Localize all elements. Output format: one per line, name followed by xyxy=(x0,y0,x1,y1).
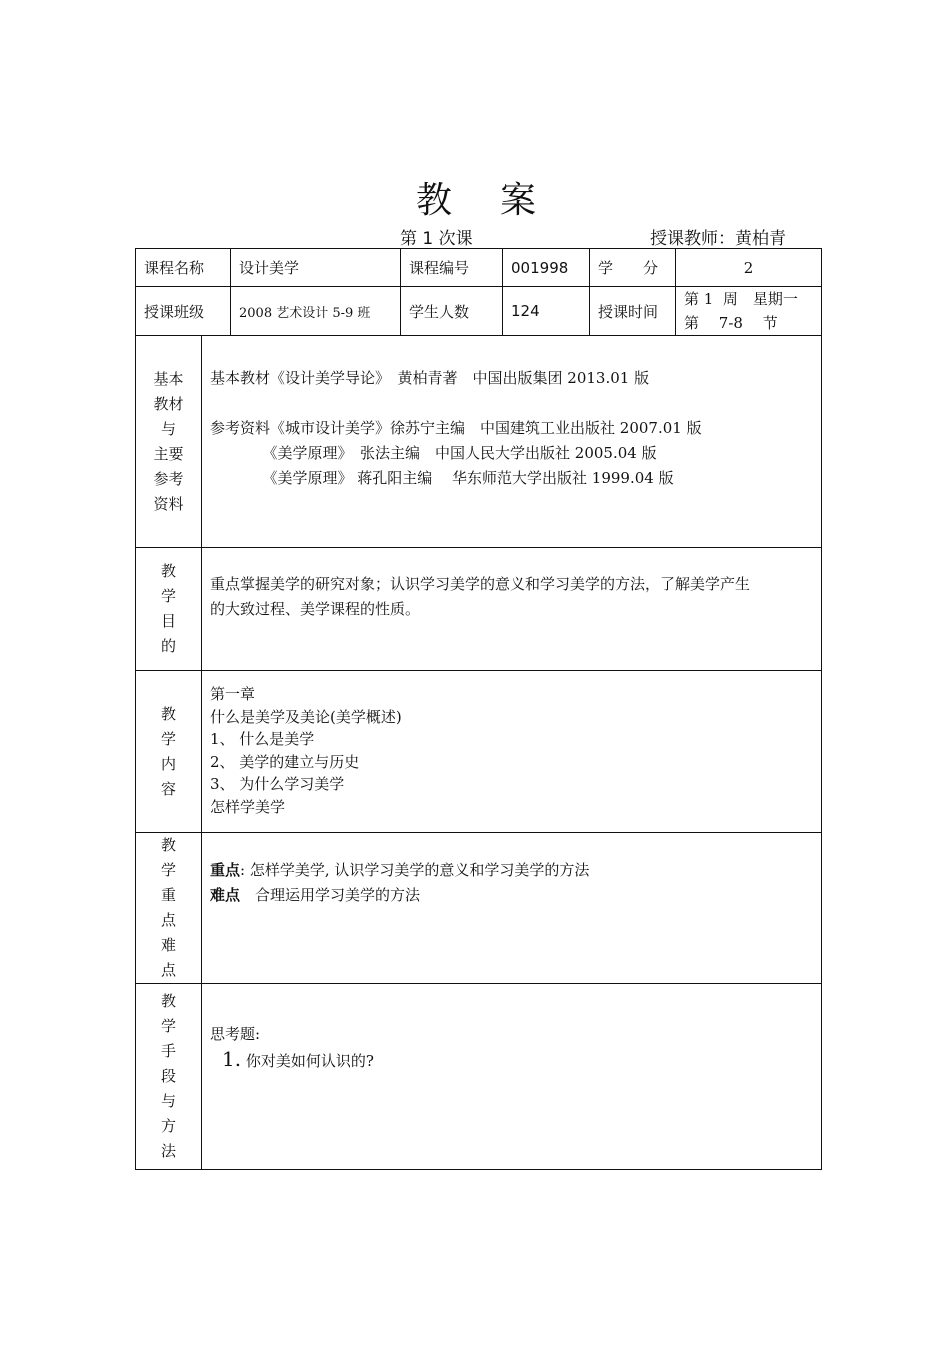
course-name-value: 设计美学 xyxy=(231,249,401,287)
label-char: 手 xyxy=(160,1042,176,1060)
label-char: 点 xyxy=(160,961,176,979)
teacher-info xyxy=(650,224,786,249)
session-number: 第 1 次课 xyxy=(400,229,473,249)
content-line: 第一章 xyxy=(210,685,256,703)
label-char: 内 xyxy=(160,754,176,773)
key-points-row xyxy=(136,833,822,984)
material-line: 《美学原理》 张法主编 中国人民大学出版社 2005.04 版 xyxy=(210,444,657,462)
methods-row xyxy=(136,984,822,1170)
materials-row xyxy=(136,336,822,548)
teacher-label: 授课教师： xyxy=(650,229,735,249)
time-value xyxy=(676,287,822,336)
label-char: 点 xyxy=(160,911,176,929)
difficulty-line xyxy=(210,883,813,908)
methods-label xyxy=(136,984,202,1170)
label-char: 学 xyxy=(160,861,176,879)
label-char: 段 xyxy=(160,1067,176,1085)
course-code-label: 课程编号 xyxy=(401,249,503,287)
class-row xyxy=(136,287,822,336)
purpose-line: 的大致过程、美学课程的性质。 xyxy=(210,600,421,618)
time-label: 授课时间 xyxy=(590,287,676,336)
label-char: 法 xyxy=(160,1142,176,1160)
key-points-label xyxy=(136,833,202,984)
time-line-2: 第 7-8 节 xyxy=(684,314,778,332)
students-label: 学生人数 xyxy=(401,287,503,336)
content-label xyxy=(136,671,202,833)
class-label: 授课班级 xyxy=(136,287,231,336)
label-char: 容 xyxy=(160,779,176,798)
materials-label xyxy=(136,336,202,548)
students-value: 124 xyxy=(503,287,590,336)
spacer xyxy=(210,391,813,416)
label-char: 学 xyxy=(160,729,176,748)
content-line: 什么是美学及美论(美学概述) xyxy=(210,707,402,726)
methods-item xyxy=(210,1047,813,1074)
label-char: 资料 xyxy=(153,494,184,513)
content-content xyxy=(202,671,822,833)
credit-value: 2 xyxy=(676,249,822,287)
content-line: 怎样学美学 xyxy=(210,797,286,816)
methods-intro: 思考题: xyxy=(210,1025,261,1043)
page-title: 教案 xyxy=(415,180,584,221)
key-text: : 怎样学美学, 认识学习美学的意义和学习美学的方法 xyxy=(240,861,590,879)
time-line-1: 第 1 周 星期一 xyxy=(684,290,798,308)
purpose-label xyxy=(136,548,202,671)
label-char: 教 xyxy=(160,704,176,723)
content-row xyxy=(136,671,822,833)
content-line: 1、 什么是美学 xyxy=(210,730,315,748)
course-row xyxy=(136,249,822,287)
content-line: 2、 美学的建立与历史 xyxy=(210,752,360,771)
difficulty-label: 难点 xyxy=(210,886,241,904)
label-char: 难 xyxy=(160,936,176,954)
material-line: 基本教材《设计美学导论》 黄柏青著 中国出版集团 2013.01 版 xyxy=(210,369,650,387)
lesson-plan-table xyxy=(135,248,822,1170)
label-char: 教 xyxy=(160,836,176,854)
label-char: 方 xyxy=(160,1117,176,1135)
material-line: 《美学原理》 蒋孔阳主编 华东师范大学出版社 1999.04 版 xyxy=(210,469,674,487)
label-char: 目 xyxy=(160,612,176,630)
label-char: 教材 xyxy=(153,394,184,413)
label-char: 的 xyxy=(160,637,176,655)
label-char: 与 xyxy=(160,419,176,438)
key-points-content xyxy=(202,833,822,984)
item-number: 1. xyxy=(222,1047,242,1071)
purpose-line: 重点掌握美学的研究对象；认识学习美学的意义和学习美学的方法，了解美学产生 xyxy=(210,575,751,593)
course-code-value: 001998 xyxy=(503,249,590,287)
purpose-row xyxy=(136,548,822,671)
content-line: 3、 为什么学习美学 xyxy=(210,775,345,793)
key-label: 重点 xyxy=(210,861,241,879)
label-char: 教 xyxy=(160,992,176,1010)
difficulty-text: 合理运用学习美学的方法 xyxy=(240,886,421,904)
label-char: 教 xyxy=(160,562,176,580)
label-char: 基本 xyxy=(153,369,184,388)
label-char: 参考 xyxy=(153,469,184,488)
class-value: 2008 艺术设计 5-9 班 xyxy=(231,287,401,336)
purpose-content xyxy=(202,548,822,671)
label-char: 学 xyxy=(160,587,176,605)
material-line: 参考资料《城市设计美学》徐苏宁主编 中国建筑工业出版社 2007.01 版 xyxy=(210,419,702,437)
item-text: 你对美如何认识的? xyxy=(245,1052,374,1070)
course-name-label: 课程名称 xyxy=(136,249,231,287)
label-char: 主要 xyxy=(153,444,184,463)
label-char: 与 xyxy=(160,1092,176,1110)
label-char: 学 xyxy=(160,1017,176,1035)
credit-label: 学 分 xyxy=(590,249,676,287)
key-point-line xyxy=(210,858,813,883)
teacher-name: 黄柏青 xyxy=(735,229,786,249)
label-char: 重 xyxy=(160,886,176,904)
methods-content xyxy=(202,984,822,1170)
materials-content xyxy=(202,336,822,548)
